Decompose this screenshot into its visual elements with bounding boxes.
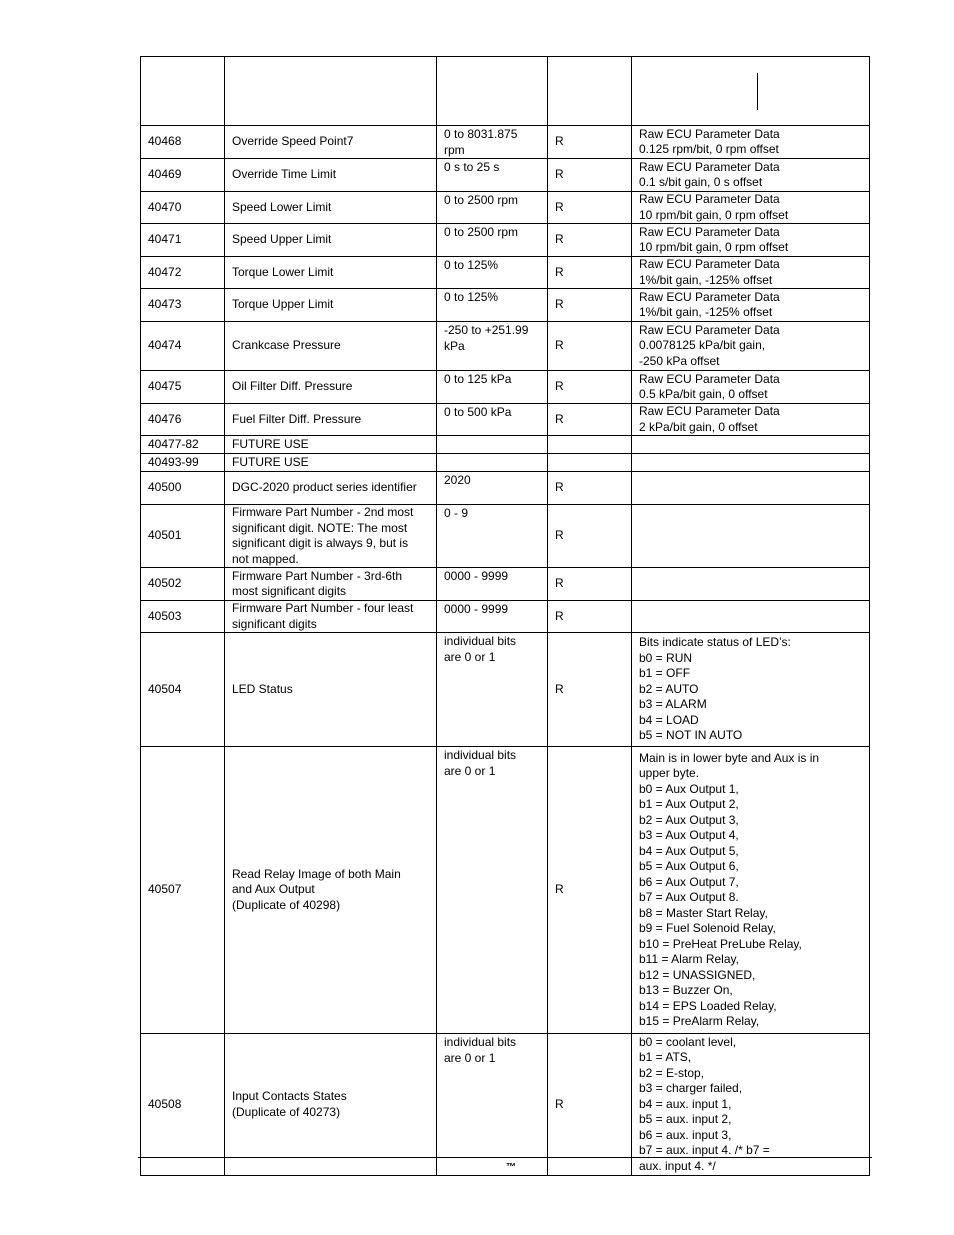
parameter-name-cell: Torque Upper Limit xyxy=(225,289,437,322)
range-cell: 0 to 125% xyxy=(437,289,548,322)
register-number-cell: 40472 xyxy=(141,257,225,289)
footer-rule xyxy=(138,1157,872,1158)
description-cell xyxy=(632,505,870,568)
table-row xyxy=(141,322,870,371)
access-cell xyxy=(548,436,632,454)
parameter-name-cell: Override Speed Point7 xyxy=(225,126,437,159)
parameter-name-cell: Torque Lower Limit xyxy=(225,257,437,289)
description-cell: b0 = coolant level, b1 = ATS, b2 = E-stop, b3 = charger failed, b4 = aux. input 1, b5 = aux. input 2, b6 = aux. input 3, b7 = aux. input 4. /* b7 = aux. input 4. */ xyxy=(632,1034,870,1176)
access-cell xyxy=(548,454,632,472)
description-cell xyxy=(632,472,870,505)
description-cell xyxy=(632,436,870,454)
register-number-cell: 40473 xyxy=(141,289,225,322)
parameter-name-cell: Speed Upper Limit xyxy=(225,224,437,257)
access-cell: R xyxy=(548,472,632,505)
access-cell: R xyxy=(548,224,632,257)
header-cell xyxy=(141,57,225,126)
table-row xyxy=(141,224,870,257)
table-row xyxy=(141,371,870,404)
range-cell: 0000 - 9999 xyxy=(437,601,548,633)
register-number-cell: 40475 xyxy=(141,371,225,404)
register-number-cell: 40507 xyxy=(141,747,225,1034)
range-cell: 0 to 125 kPa xyxy=(437,371,548,404)
register-number-cell: 40504 xyxy=(141,633,225,747)
range-cell: individual bits are 0 or 1 xyxy=(437,747,548,1034)
description-cell: Main is in lower byte and Aux is in upper byte. b0 = Aux Output 1, b1 = Aux Output 2, b2 = Aux Output 3, b3 = Aux Output 4, b4 = Aux Output 5, b5 = Aux Output 6, b6 = Aux Output 7, b7 = Aux Output 8. b8 = Master Start Relay, b9 = Fuel Solenoid Relay, b10 = PreHeat PreLube Relay, b11 = Alarm Relay, b12 = UNASSIGNED, b13 = Buzzer On, b14 = EPS Loaded Relay, b15 = PreAlarm Relay, xyxy=(632,747,870,1034)
description-cell xyxy=(632,601,870,633)
table-row xyxy=(141,454,870,472)
range-cell: 0 to 500 kPa xyxy=(437,404,548,436)
header-cell xyxy=(758,73,869,110)
table-row xyxy=(141,404,870,436)
table-row xyxy=(141,568,870,601)
table-row xyxy=(141,747,870,1034)
parameter-name-cell: DGC-2020 product series identifier xyxy=(225,472,437,505)
range-cell xyxy=(437,454,548,472)
register-number-cell: 40500 xyxy=(141,472,225,505)
header-cell xyxy=(225,57,437,126)
trademark-symbol: ™ xyxy=(506,1162,516,1173)
access-cell: R xyxy=(548,257,632,289)
access-cell: R xyxy=(548,371,632,404)
description-cell: Raw ECU Parameter Data 1%/bit gain, -125% offset xyxy=(632,257,870,289)
access-cell: R xyxy=(548,289,632,322)
parameter-name-cell: Firmware Part Number - 2nd most significant digit. NOTE: The most significant digit is always 9, but is not mapped. xyxy=(225,505,437,568)
parameter-name-cell: Crankcase Pressure xyxy=(225,322,437,371)
table-row xyxy=(141,289,870,322)
parameter-name-cell: FUTURE USE xyxy=(225,454,437,472)
range-cell: 0 - 9 xyxy=(437,505,548,568)
description-cell: Raw ECU Parameter Data 0.125 rpm/bit, 0 rpm offset xyxy=(632,126,870,159)
parameter-name-cell: FUTURE USE xyxy=(225,436,437,454)
table-row xyxy=(141,633,870,747)
access-cell: R xyxy=(548,601,632,633)
range-cell: 0 to 2500 rpm xyxy=(437,224,548,257)
parameter-name-cell: Firmware Part Number - 3rd-6th most significant digits xyxy=(225,568,437,601)
table-row xyxy=(141,159,870,192)
range-cell: 0 to 8031.875 rpm xyxy=(437,126,548,159)
register-number-cell: 40476 xyxy=(141,404,225,436)
range-cell: 0 to 2500 rpm xyxy=(437,192,548,224)
register-number-cell: 40469 xyxy=(141,159,225,192)
description-cell: Raw ECU Parameter Data 10 rpm/bit gain, 0 rpm offset xyxy=(632,224,870,257)
table-row xyxy=(141,472,870,505)
description-cell: Raw ECU Parameter Data 0.5 kPa/bit gain, 0 offset xyxy=(632,371,870,404)
access-cell: R xyxy=(548,126,632,159)
table-row xyxy=(141,192,870,224)
table-row xyxy=(141,601,870,633)
description-cell: Raw ECU Parameter Data 0.1 s/bit gain, 0 s offset xyxy=(632,159,870,192)
description-cell: Bits indicate status of LED’s: b0 = RUN b1 = OFF b2 = AUTO b3 = ALARM b4 = LOAD b5 = NOT IN AUTO xyxy=(632,633,870,747)
description-cell xyxy=(632,568,870,601)
description-cell: Raw ECU Parameter Data 1%/bit gain, -125% offset xyxy=(632,289,870,322)
access-cell: R xyxy=(548,747,632,1034)
range-cell: 0 s to 25 s xyxy=(437,159,548,192)
header-cell xyxy=(632,73,758,110)
header-cell xyxy=(437,57,548,126)
range-cell: 0000 - 9999 xyxy=(437,568,548,601)
parameter-name-cell: Read Relay Image of both Main and Aux Output (Duplicate of 40298) xyxy=(225,747,437,1034)
description-cell: Raw ECU Parameter Data 0.0078125 kPa/bit gain, -250 kPa offset xyxy=(632,322,870,371)
access-cell: R xyxy=(548,159,632,192)
register-table xyxy=(140,56,870,1176)
register-number-cell: 40502 xyxy=(141,568,225,601)
register-number-cell: 40503 xyxy=(141,601,225,633)
range-cell: 0 to 125% xyxy=(437,257,548,289)
register-number-cell: 40477-82 xyxy=(141,436,225,454)
table-row xyxy=(141,505,870,568)
range-cell xyxy=(437,436,548,454)
table-row xyxy=(141,257,870,289)
register-number-cell: 40471 xyxy=(141,224,225,257)
range-cell: individual bits are 0 or 1 xyxy=(437,633,548,747)
description-cell: Raw ECU Parameter Data 10 rpm/bit gain, 0 rpm offset xyxy=(632,192,870,224)
range-cell: -250 to +251.99 kPa xyxy=(437,322,548,371)
parameter-name-cell: Oil Filter Diff. Pressure xyxy=(225,371,437,404)
table-row xyxy=(141,436,870,454)
parameter-name-cell: Speed Lower Limit xyxy=(225,192,437,224)
register-number-cell: 40468 xyxy=(141,126,225,159)
table-row xyxy=(141,126,870,159)
access-cell: R xyxy=(548,322,632,371)
register-number-cell: 40493-99 xyxy=(141,454,225,472)
register-number-cell: 40474 xyxy=(141,322,225,371)
header-cell xyxy=(548,57,632,126)
access-cell: R xyxy=(548,568,632,601)
parameter-name-cell: Firmware Part Number - four least significant digits xyxy=(225,601,437,633)
description-cell xyxy=(632,454,870,472)
access-cell: R xyxy=(548,505,632,568)
table-row xyxy=(141,1034,870,1176)
access-cell: R xyxy=(548,1034,632,1176)
register-number-cell: 40470 xyxy=(141,192,225,224)
access-cell: R xyxy=(548,192,632,224)
header-cell-split xyxy=(632,57,870,126)
register-number-cell: 40508 xyxy=(141,1034,225,1176)
parameter-name-cell: Input Contacts States (Duplicate of 40273) xyxy=(225,1034,437,1176)
access-cell: R xyxy=(548,404,632,436)
register-number-cell: 40501 xyxy=(141,505,225,568)
range-cell: 2020 xyxy=(437,472,548,505)
description-cell: Raw ECU Parameter Data 2 kPa/bit gain, 0 offset xyxy=(632,404,870,436)
range-cell: individual bits are 0 or 1 xyxy=(437,1034,548,1176)
access-cell: R xyxy=(548,633,632,747)
table-header-row xyxy=(141,57,870,126)
parameter-name-cell: LED Status xyxy=(225,633,437,747)
parameter-name-cell: Fuel Filter Diff. Pressure xyxy=(225,404,437,436)
parameter-name-cell: Override Time Limit xyxy=(225,159,437,192)
register-table-body xyxy=(141,57,870,1176)
